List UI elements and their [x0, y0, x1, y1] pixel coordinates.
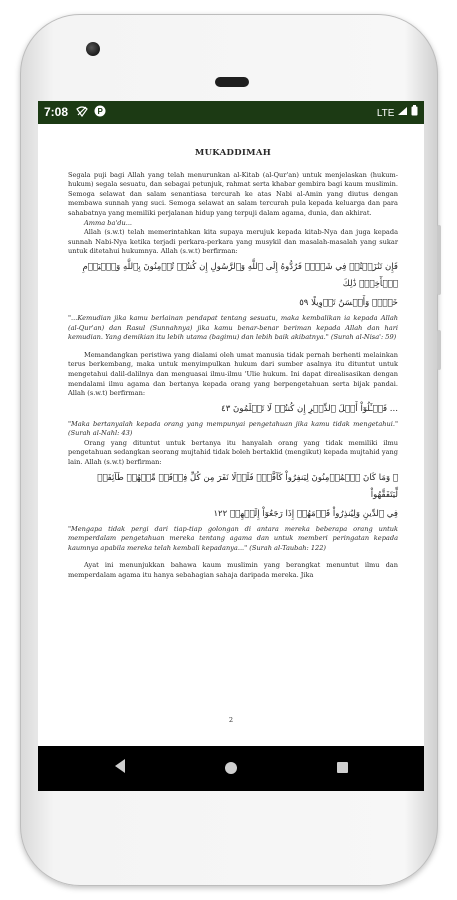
- vpn-icon: [94, 105, 106, 120]
- status-time: 7:08: [44, 105, 69, 119]
- battery-icon: [411, 108, 418, 119]
- paragraph-events: Memandangkan peristiwa yang dialami oleh umat manusia tidak pernah berhenti melainkan terus berkembang, maka untuk menyimpulkan hukum dari sumber asalnya itu dituntut untuk mengetahui dalil-dalilnya dan menguasai ilmu-ilmu 'Ulie hukum. Ini dapat direalisasikan dengan mendalami ilmu agama dan bertanya kepada orang yang berpengetahuan serta bijak pandai. Allah (s.w.t) berfirman:: [68, 350, 398, 398]
- arabic-verse-taubah-line-2: فِي ٱلدِّينِ وَلِيُنذِرُواْ قَوۡمَهُمۡ إِذَا رَجَعُوٓاْ إِلَيۡهِمۡ ١٢٢: [213, 508, 398, 519]
- power-button: [437, 330, 441, 370]
- paragraph-verse-shows: Ayat ini menunjukkan bahawa kaum muslimin yang berangkat menuntut ilmu dan memperdalam agama itu hanya sebahagian sahaja daripada mereka. Jika: [68, 561, 398, 580]
- screen: [38, 101, 424, 791]
- front-camera: [86, 42, 100, 56]
- quote-nahl: "Maka bertanyalah kepada orang yang mempunyai pengetahuan jika kamu tidak mengetahui." (Surah al-Nahl: 43): [68, 419, 398, 438]
- network-type: LTE: [376, 108, 395, 119]
- amma-badu: Amma ba'du...: [84, 218, 133, 227]
- recents-icon[interactable]: [337, 762, 348, 773]
- page-title: MUKADDIMAH: [194, 148, 272, 158]
- quote-taubah: "Mengapa tidak pergi dari tiap-tiap golongan di antara mereka beberapa orang untuk memperdalam pengetahuan mereka tentang agama dan untuk memberi peringatan kepada kaumnya apabila mereka telah kembali kepadanya..." (Surah al-Taubah: 122): [68, 524, 398, 552]
- arabic-verse-nisa-line-2: خَيۡرٞ وَأَحۡسَنُ تَأۡوِيلًا ٥٩: [299, 297, 398, 308]
- status-bar: [38, 101, 424, 124]
- page-number: 2: [228, 716, 234, 724]
- arabic-verse-taubah-line-1: ۞ وَمَا كَانَ ٱلۡمُؤۡمِنُونَ لِيَنفِرُواْ كَآفَّةٗۚ فَلَوۡلَا نَفَرَ مِن كُلِّ فِرۡقَةٖ مِّنۡهُمۡ طَآئِفَةٞ لِّيَتَفَقَّهُواْ: [97, 472, 398, 500]
- volume-button: [437, 225, 441, 295]
- paragraph-ask: Orang yang dituntut untuk bertanya itu hanyalah orang yang tidak memiliki ilmu pengetahuan sedangkan seorang mujtahid tidak boleh bertaklid (mengikut) kepada mujtahid yang lain. Allah (s.w.t) berfirman:: [68, 438, 398, 467]
- arabic-verse-nahl: ... فَسۡـَٔلُوٓاْ أَهۡلَ ٱلذِّكۡرِ إِن كُنتُمۡ لَا تَعۡلَمُونَ ٤٣: [221, 403, 398, 414]
- document-page: [68, 149, 398, 581]
- signal-icon: [397, 108, 411, 119]
- svg-text:P: P: [97, 107, 103, 116]
- paragraph-command: Allah (s.w.t) telah memerintahkan kita supaya merujuk kepada kitab-Nya dan juga kepada sunnah Nabi-Nya ketika terjadi perkara-perkara yang musykil dan masalah-masalah yang sukar untuk ditetahui hukumnya. Allah (s.w.t) berfirman:: [68, 228, 398, 256]
- earpiece-speaker: [215, 77, 249, 87]
- home-icon[interactable]: [225, 762, 237, 774]
- back-icon[interactable]: [110, 758, 130, 778]
- paragraph-intro: Segala puji bagi Allah yang telah menurunkan al-Kitab (al-Qur'an) untuk menjelaskan (hukum-hukum) segala sesuatu, dan sebagai petunjuk, rahmat serta khabar gembira bagi kaum muslimin. Semoga selawat dan salam senantiasa tercurah ke atas Nabi al-Amin yang diutus dengan membawa sunnah yang suci. Semoga selawat an salam tercurah pula kepada keluarga dan para sahabatnya yang memiliki perjalanan hidup yang terpuji dalam agama, dunia, dan akhirat.: [68, 170, 398, 217]
- arabic-verse-nisa-line-1: فَإِن تَنَٰزَعۡتُمۡ فِي شَيۡءٖ فَرُدُّوهُ إِلَى ٱللَّهِ وَٱلرَّسُولِ إِن كُنتُمۡ تُؤۡمِنُونَ بِٱللَّهِ وَٱلۡيَوۡمِ ٱلۡأٓخِرِۚ ذَٰلِكَ: [82, 261, 398, 289]
- navigation-bar: [38, 746, 424, 791]
- quote-nisa: "...Kemudian jika kamu berlainan pendapat tentang sesuatu, maka kembalikan ia kepada Allah (al-Qur'an) dan Rasul (Sunnahnya) jika kamu benar-benar beriman kepada Allah dan hari kemudian. Yang demikian itu lebih utama (bagimu) dan lebih baik akibatnya." (Surah al-Nisa': 59): [68, 313, 398, 342]
- wifi-off-icon: [76, 105, 88, 120]
- status-right: [377, 105, 418, 119]
